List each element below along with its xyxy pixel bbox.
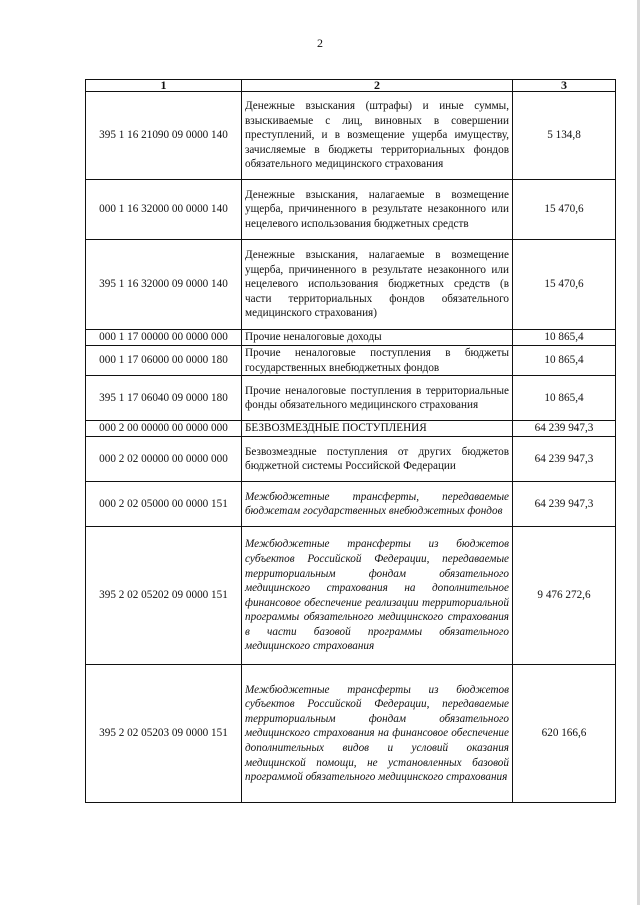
table-header-row [86, 80, 616, 92]
amount-cell: 10 865,4 [513, 330, 616, 346]
table-row [86, 240, 616, 330]
revenue-name-cell: Прочие неналоговые доходы [242, 330, 513, 346]
revenue-name-cell: Денежные взыскания, налагаемые в возмещение ущерба, причиненного в результате незаконного или нецелевого использования бюджетных средств (в части территориальных фондов обязательного медицинского страхования) [242, 240, 513, 330]
amount-cell: 620 166,6 [513, 665, 616, 803]
page-number: 2 [317, 36, 323, 50]
table-row [86, 527, 616, 665]
budget-code-cell: 395 2 02 05203 09 0000 151 [86, 665, 242, 803]
budget-code-cell: 395 2 02 05202 09 0000 151 [86, 527, 242, 665]
revenue-name-cell: БЕЗВОЗМЕЗДНЫЕ ПОСТУПЛЕНИЯ [242, 421, 513, 437]
revenue-name-cell: Прочие неналоговые поступления в территориальные фонды обязательного медицинского страхования [242, 376, 513, 421]
table-row [86, 482, 616, 527]
budget-code-cell: 000 2 02 00000 00 0000 000 [86, 437, 242, 482]
table-row [86, 346, 616, 376]
budget-code-cell: 000 2 02 05000 00 0000 151 [86, 482, 242, 527]
column-header-code: 1 [86, 80, 242, 92]
table-row [86, 376, 616, 421]
revenue-name-cell: Межбюджетные трансферты, передаваемые бюджетам государственных внебюджетных фондов [242, 482, 513, 527]
amount-cell: 64 239 947,3 [513, 437, 616, 482]
revenue-name-cell: Межбюджетные трансферты из бюджетов субъектов Российской Федерации, передаваемые территориальным фондам обязательного медицинского страхования на финансовое обеспечение дополнительных видов и условий оказания медицинской помощи, не установленных базовой программой обязательного медицинского страхования [242, 665, 513, 803]
budget-code-cell: 000 1 17 00000 00 0000 000 [86, 330, 242, 346]
amount-cell: 15 470,6 [513, 180, 616, 240]
column-header-amount: 3 [513, 80, 616, 92]
amount-cell: 10 865,4 [513, 376, 616, 421]
amount-cell: 64 239 947,3 [513, 482, 616, 527]
table-row [86, 421, 616, 437]
table-row [86, 330, 616, 346]
table-row [86, 437, 616, 482]
budget-code-cell: 000 1 16 32000 00 0000 140 [86, 180, 242, 240]
revenue-name-cell: Прочие неналоговые поступления в бюджеты государственных внебюджетных фондов [242, 346, 513, 376]
revenue-name-cell: Межбюджетные трансферты из бюджетов субъектов Российской Федерации, передаваемые территориальным фондам обязательного медицинского страхования на дополнительное финансовое обеспечение реализации территориальной программы обязательного медицинского страхования в части базовой программы обязательного медицинского страхования [242, 527, 513, 665]
column-header-name: 2 [242, 80, 513, 92]
amount-cell: 5 134,8 [513, 92, 616, 180]
revenue-name-cell: Денежные взыскания, налагаемые в возмещение ущерба, причиненного в результате незаконного или нецелевого использования бюджетных средств [242, 180, 513, 240]
budget-code-cell: 000 1 17 06000 00 0000 180 [86, 346, 242, 376]
budget-code-cell: 395 1 16 32000 09 0000 140 [86, 240, 242, 330]
budget-code-cell: 395 1 16 21090 09 0000 140 [86, 92, 242, 180]
budget-revenue-table [85, 79, 616, 803]
budget-code-cell: 395 1 17 06040 09 0000 180 [86, 376, 242, 421]
table-row [86, 665, 616, 803]
amount-cell: 10 865,4 [513, 346, 616, 376]
amount-cell: 64 239 947,3 [513, 421, 616, 437]
table-row [86, 180, 616, 240]
budget-code-cell: 000 2 00 00000 00 0000 000 [86, 421, 242, 437]
amount-cell: 15 470,6 [513, 240, 616, 330]
revenue-name-cell: Безвозмездные поступления от других бюджетов бюджетной системы Российской Федерации [242, 437, 513, 482]
table-row [86, 92, 616, 180]
amount-cell: 9 476 272,6 [513, 527, 616, 665]
revenue-name-cell: Денежные взыскания (штрафы) и иные суммы, взыскиваемые с лиц, виновных в совершении преступлений, и в возмещение ущерба имуществу, зачисляемые в бюджеты территориальных фондов обязательного медицинского страхования [242, 92, 513, 180]
